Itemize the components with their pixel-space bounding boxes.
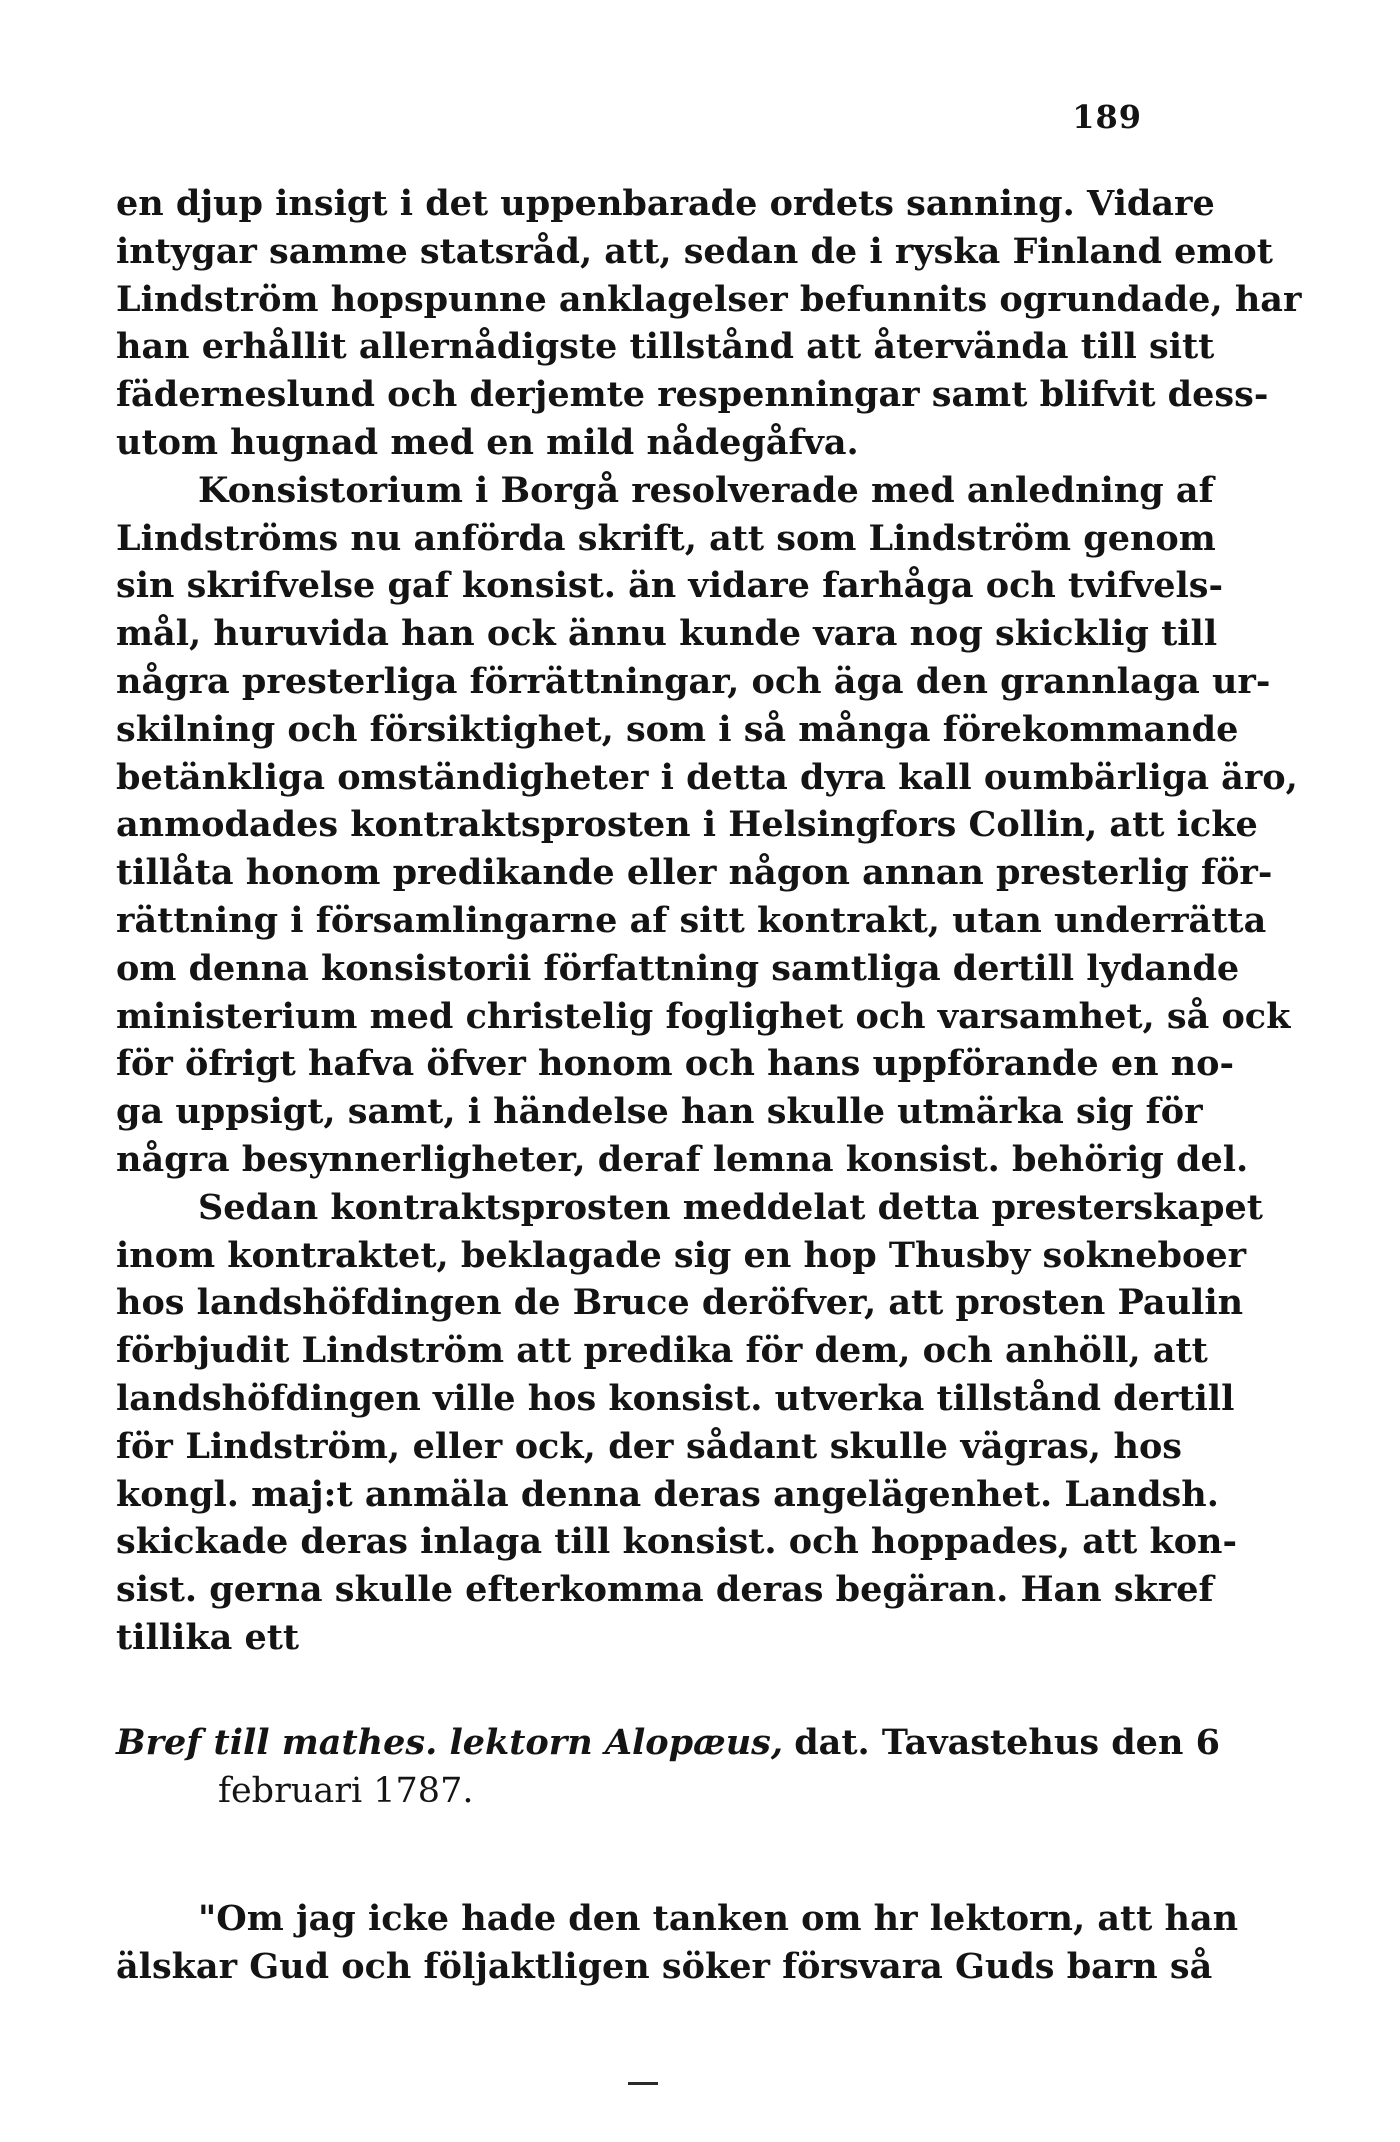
text-line: för Lindström, eller ock, der sådant skulle vägras, hos bbox=[116, 1425, 1182, 1467]
page-number: 189 bbox=[1072, 98, 1142, 136]
text-line: anmodades kontraktsprosten i Helsingfors Collin, att icke bbox=[116, 804, 1258, 846]
text-line: betänkliga omständigheter i detta dyra kall oumbärliga äro, bbox=[116, 756, 1298, 798]
text-line: intygar samme statsråd, att, sedan de i ryska Finland emot bbox=[116, 230, 1273, 272]
text-line: rättning i församlingarne af sitt kontrakt, utan underrätta bbox=[116, 899, 1267, 941]
text-line: mål, huruvida han ock ännu kunde vara nog skicklig till bbox=[116, 613, 1218, 655]
text-line: för öfrigt hafva öfver honom och hans uppförande en no- bbox=[116, 1043, 1235, 1085]
text-line: landshöfdingen ville hos konsist. utverka tillstånd dertill bbox=[116, 1377, 1235, 1419]
text-line: kongl. maj:t anmäla denna deras angelägenhet. Landsh. bbox=[116, 1473, 1219, 1515]
letter-date: dat. Tavastehus den 6 bbox=[794, 1722, 1220, 1763]
letter-title: Bref till mathes. lektorn Alopæus, bbox=[116, 1722, 784, 1763]
text-line: inom kontraktet, beklagade sig en hop Thusby sokneboer bbox=[116, 1234, 1247, 1276]
text-line: hos landshöfdingen de Bruce deröfver, att prosten Paulin bbox=[116, 1282, 1244, 1324]
text-line: en djup insigt i det uppenbarade ordets sanning. Vidare bbox=[116, 183, 1215, 224]
text-line: han erhållit allernådigste tillstånd att återvända till sitt bbox=[116, 326, 1215, 368]
text-line: förbjudit Lindström att predika för dem, och anhöll, att bbox=[116, 1330, 1208, 1372]
text-line: "Om jag icke hade den tanken om hr lektorn, att han bbox=[198, 1898, 1239, 1939]
text-line: skickade deras inlaga till konsist. och hoppades, att kon- bbox=[116, 1521, 1238, 1563]
text-line: sist. gerna skulle efterkomma deras begäran. Han skref bbox=[116, 1569, 1214, 1611]
text-line: några presterliga förrättningar, och äga den grannlaga ur- bbox=[116, 660, 1271, 702]
main-text bbox=[116, 180, 1302, 1662]
text-line: tillåta honom predikande eller någon annan presterlig för- bbox=[116, 852, 1273, 894]
text-line: utom hugnad med en mild nådegåfva. bbox=[116, 421, 859, 463]
text-line: älskar Gud och följaktligen söker försvara Guds barn så bbox=[116, 1945, 1213, 1987]
letter-text bbox=[116, 1895, 1239, 1991]
text-line: sin skrifvelse gaf konsist. än vidare farhåga och tvifvels- bbox=[116, 565, 1224, 607]
text-line: Sedan kontraktsprosten meddelat detta presterskapet bbox=[198, 1186, 1263, 1228]
letter-heading bbox=[116, 1718, 1220, 1814]
text-line: skilning och försiktighet, som i så många förekommande bbox=[116, 708, 1239, 750]
letter-heading-line bbox=[116, 1718, 1220, 1766]
text-line: några besynnerligheter, deraf lemna konsist. behörig del. bbox=[116, 1138, 1249, 1180]
text-line: om denna konsistorii författning samtliga dertill lydande bbox=[116, 947, 1240, 989]
letter-heading-date: februari 1787. bbox=[218, 1770, 474, 1811]
text-line: Konsistorium i Borgå resolverade med anledning af bbox=[198, 469, 1214, 511]
footer-dash bbox=[628, 2082, 658, 2085]
text-line: Lindströms nu anförda skrift, att som Lindström genom bbox=[116, 517, 1216, 559]
text-line: tillika ett bbox=[116, 1616, 300, 1658]
text-line: fäderneslund och derjemte respenningar samt blifvit dess- bbox=[116, 374, 1269, 416]
text-line: Lindström hopspunne anklagelser befunnits ogrundade, har bbox=[116, 278, 1302, 320]
text-line: ga uppsigt, samt, i händelse han skulle utmärka sig för bbox=[116, 1091, 1203, 1133]
text-line: ministerium med christelig foglighet och varsamhet, så ock bbox=[116, 995, 1291, 1037]
